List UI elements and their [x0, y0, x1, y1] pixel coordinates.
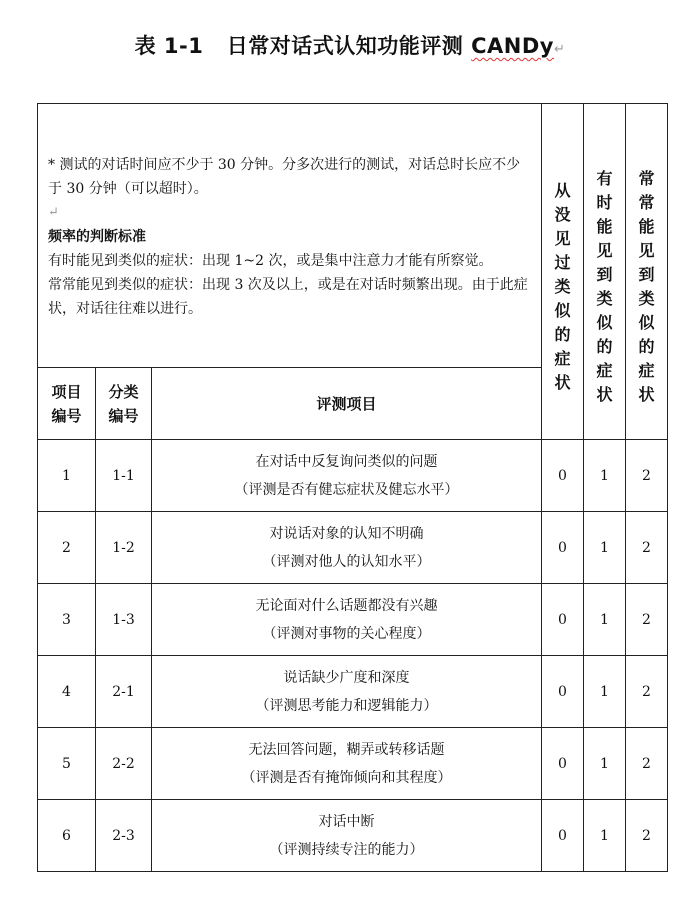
item-text: 说话缺少广度和深度	[283, 669, 410, 686]
score-often: 2	[626, 512, 668, 584]
table-row	[38, 512, 668, 584]
item-subtext: （评测思考能力和逻辑能力）	[255, 697, 438, 714]
score-sometimes: 1	[584, 728, 626, 800]
criteria-sometimes: 有时能见到类似的症状：出现 1~2 次，或是集中注意力才能有所察觉。	[48, 252, 493, 269]
item-number: 6	[38, 800, 96, 872]
item-number: 5	[38, 728, 96, 800]
table-number: 表 1-1	[134, 34, 204, 58]
header-often: 常常能见到类似的症状	[626, 104, 668, 440]
score-sometimes: 1	[584, 800, 626, 872]
header-never: 从没见过类似的症状	[542, 104, 584, 440]
header-item-no: 项目 编号	[38, 368, 96, 440]
score-often: 2	[626, 728, 668, 800]
item-number: 3	[38, 584, 96, 656]
score-often: 2	[626, 800, 668, 872]
score-sometimes: 1	[584, 512, 626, 584]
score-never: 0	[542, 440, 584, 512]
item-subtext: （评测持续专注的能力）	[269, 841, 424, 858]
score-sometimes: 1	[584, 656, 626, 728]
assessment-item	[152, 656, 542, 728]
brand-name: CANDy	[471, 34, 554, 58]
table-row	[38, 440, 668, 512]
instructions-cell	[38, 104, 542, 368]
category-number: 2-1	[96, 656, 152, 728]
score-sometimes: 1	[584, 440, 626, 512]
criteria-often: 常常能见到类似的症状：出现 3 次及以上，或是在对话时频繁出现。由于此症状，对话往往难以进行。	[48, 276, 528, 317]
score-never: 0	[542, 584, 584, 656]
item-subtext: （评测对事物的关心程度）	[262, 625, 431, 642]
assessment-item	[152, 728, 542, 800]
header-item: 评测项目	[152, 368, 542, 440]
header-sometimes: 有时能见到类似的症状	[584, 104, 626, 440]
score-sometimes: 1	[584, 584, 626, 656]
item-number: 4	[38, 656, 96, 728]
category-number: 1-1	[96, 440, 152, 512]
assessment-item	[152, 440, 542, 512]
item-text: 在对话中反复询问类似的问题	[255, 453, 438, 470]
intro-text: * 测试的对话时间应不少于 30 分钟。分多次进行的测试，对话总时长应不少于 30 分钟（可以超时）。	[48, 156, 521, 197]
item-text: 对话中断	[318, 813, 375, 830]
score-never: 0	[542, 656, 584, 728]
score-often: 2	[626, 440, 668, 512]
item-text: 对说话对象的认知不明确	[269, 525, 424, 542]
assessment-item	[152, 512, 542, 584]
blank-line: ↵	[48, 204, 59, 220]
criteria-title: 频率的判断标准	[48, 228, 146, 245]
note-row	[38, 104, 668, 368]
category-number: 2-2	[96, 728, 152, 800]
score-never: 0	[542, 728, 584, 800]
table-caption	[0, 30, 700, 60]
score-never: 0	[542, 800, 584, 872]
score-often: 2	[626, 656, 668, 728]
score-never: 0	[542, 512, 584, 584]
paragraph-mark: ↵	[553, 42, 566, 57]
item-subtext: （评测对他人的认知水平）	[262, 553, 431, 570]
assessment-item	[152, 584, 542, 656]
item-subtext: （评测是否有掩饰倾向和其程度）	[241, 769, 452, 786]
table-title: 日常对话式认知功能评测	[226, 34, 464, 58]
assessment-item	[152, 800, 542, 872]
category-number: 1-2	[96, 512, 152, 584]
category-number: 1-3	[96, 584, 152, 656]
candy-table	[37, 103, 668, 872]
table-row	[38, 800, 668, 872]
item-subtext: （评测是否有健忘症状及健忘水平）	[234, 481, 459, 498]
item-text: 无论面对什么话题都没有兴趣	[255, 597, 438, 614]
table-row	[38, 584, 668, 656]
item-number: 1	[38, 440, 96, 512]
category-number: 2-3	[96, 800, 152, 872]
table-row	[38, 656, 668, 728]
table-row	[38, 728, 668, 800]
score-often: 2	[626, 584, 668, 656]
item-number: 2	[38, 512, 96, 584]
header-category-no: 分类 编号	[96, 368, 152, 440]
item-text: 无法回答问题，糊弄或转移话题	[248, 741, 445, 758]
